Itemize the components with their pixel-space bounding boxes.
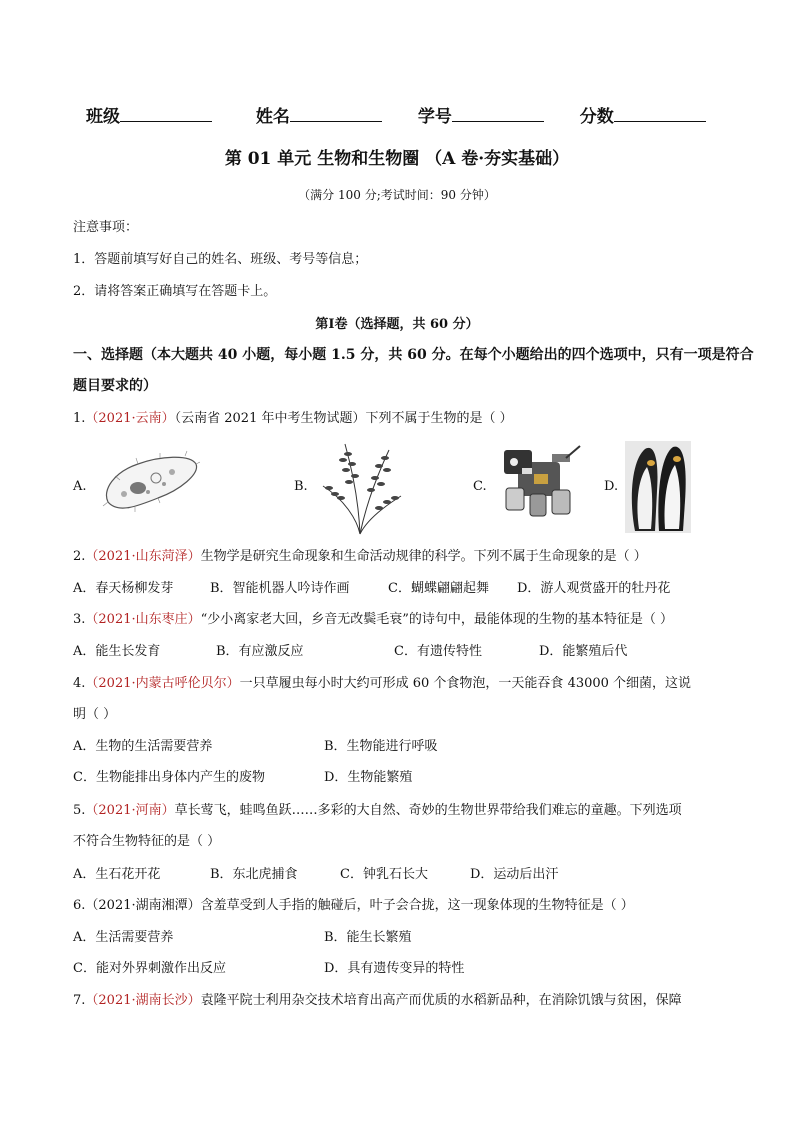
question-2: [73, 548, 734, 566]
question-4-cont: 明（ ）: [73, 707, 117, 722]
option-d[interactable]: D．运动后出汗: [470, 867, 559, 882]
question-text: 袁隆平院士利用杂交技术培育出高产而优质的水稻新品种，在消除饥饿与贫困，保障: [200, 993, 682, 1008]
option-d[interactable]: D．能繁殖后代: [539, 644, 628, 659]
question-number: 5.: [73, 803, 86, 818]
question-5: [73, 802, 734, 820]
score-blank[interactable]: [614, 107, 706, 122]
option-c[interactable]: C．钟乳石长大: [340, 867, 428, 882]
question-text: 一只草履虫每小时大约可形成 60 个食物泡，一天能吞食 43000 个细菌，这说: [239, 676, 692, 691]
question-text: “少小离家老大回，乡音无改鬓毛衰”的诗句中，最能体现的生物的基本特征是（ ）: [200, 612, 674, 627]
option-d[interactable]: D．具有遗传变异的特性: [324, 961, 465, 976]
exam-subtitle: （满分 100 分;考试时间：90 分钟）: [298, 188, 496, 202]
question-number: 6.: [73, 898, 86, 913]
fern-image: [315, 440, 405, 536]
notes-heading: 注意事项：: [73, 220, 139, 235]
option-d[interactable]: D．生物能繁殖: [324, 770, 413, 785]
question-number: 3.: [73, 612, 86, 627]
option-c[interactable]: C．生物能排出身体内产生的废物: [73, 770, 265, 785]
question-source: （2021·云南）: [85, 411, 175, 426]
option-b[interactable]: B．有应激反应: [216, 644, 304, 659]
name-blank[interactable]: [290, 107, 382, 122]
score-label: 分数: [579, 107, 614, 127]
section-instruction: 一、选择题（本大题共 40 小题，每小题 1.5 分，共 60 分。在每个小题给出的四个选项中，只有一项是符合: [73, 347, 754, 363]
option-c[interactable]: C．蝴蝶翩翩起舞: [388, 581, 489, 596]
section-instruction-cont: 题目要求的）: [73, 378, 157, 394]
question-source: （2021·湖南长沙）: [85, 993, 201, 1008]
question-source: （2021·河南）: [85, 803, 175, 818]
question-source: （2021·山东枣庄）: [85, 612, 201, 627]
class-blank[interactable]: [120, 107, 212, 122]
question-source: （2021·内蒙古呼伦贝尔）: [85, 676, 240, 691]
option-b[interactable]: B．能生长繁殖: [324, 930, 412, 945]
question-4: [73, 675, 734, 693]
option-a-label: A.: [73, 479, 87, 494]
question-6: [73, 897, 734, 915]
option-a[interactable]: A．春天杨柳发芽: [73, 581, 174, 596]
option-b-label: B.: [294, 479, 308, 494]
option-a[interactable]: A．生活需要营养: [73, 930, 174, 945]
option-a[interactable]: A．生物的生活需要营养: [73, 739, 213, 754]
option-c-label: C.: [473, 479, 487, 494]
note-item: 1．答题前填写好自己的姓名、班级、考号等信息；: [73, 252, 368, 267]
note-item: 2．请将答案正确填写在答题卡上。: [73, 284, 277, 299]
question-number: 1.: [73, 411, 86, 426]
option-d-label: D.: [604, 479, 619, 494]
question-number: 2.: [73, 549, 86, 564]
question-text: （云南省 2021 年中考生物试题）下列不属于生物的是（ ）: [174, 411, 513, 426]
name-label: 姓名: [255, 107, 290, 127]
student-info-row: [86, 106, 734, 128]
option-c[interactable]: C．能对外界刺激作出反应: [73, 961, 226, 976]
section-title: 第Ⅰ卷（选择题，共 60 分）: [315, 317, 479, 332]
class-label: 班级: [86, 107, 120, 127]
paramecium-image: [100, 450, 200, 518]
option-b[interactable]: B．智能机器人吟诗作画: [210, 581, 350, 596]
question-3: [73, 611, 734, 629]
page-title: 第 01 单元 生物和生物圈 （A 卷·夯实基础）: [224, 149, 570, 169]
option-a[interactable]: A．能生长发育: [73, 644, 161, 659]
question-source: （2021·山东菏泽）: [85, 549, 201, 564]
option-d[interactable]: D．游人观赏盛开的牡丹花: [517, 581, 671, 596]
option-a[interactable]: A．生石花开花: [73, 867, 161, 882]
question-number: 7.: [73, 993, 86, 1008]
option-b[interactable]: B．生物能进行呼吸: [324, 739, 438, 754]
option-c[interactable]: C．有遗传特性: [394, 644, 482, 659]
option-b[interactable]: B．东北虎捕食: [210, 867, 298, 882]
question-text: 草长莺飞，蛙鸣鱼跃……多彩的大自然、奇妙的生物世界带给我们难忘的童趣。下列选项: [174, 803, 682, 818]
robot-dog-image: [496, 444, 584, 520]
penguins-image: [625, 441, 691, 533]
question-text: 含羞草受到人手指的触碰后，叶子会合拢，这一现象体现的生物特征是（ ）: [200, 898, 634, 913]
question-source: （2021·湖南湘潭）: [85, 898, 201, 913]
id-label: 学号: [417, 107, 452, 127]
question-text: 生物学是研究生命现象和生命活动规律的科学。下列不属于生命现象的是（ ）: [200, 549, 647, 564]
question-number: 4.: [73, 676, 86, 691]
question-7: [73, 992, 734, 1010]
id-blank[interactable]: [452, 107, 544, 122]
question-1: [73, 410, 734, 428]
question-5-cont: 不符合生物特征的是（ ）: [73, 834, 221, 849]
